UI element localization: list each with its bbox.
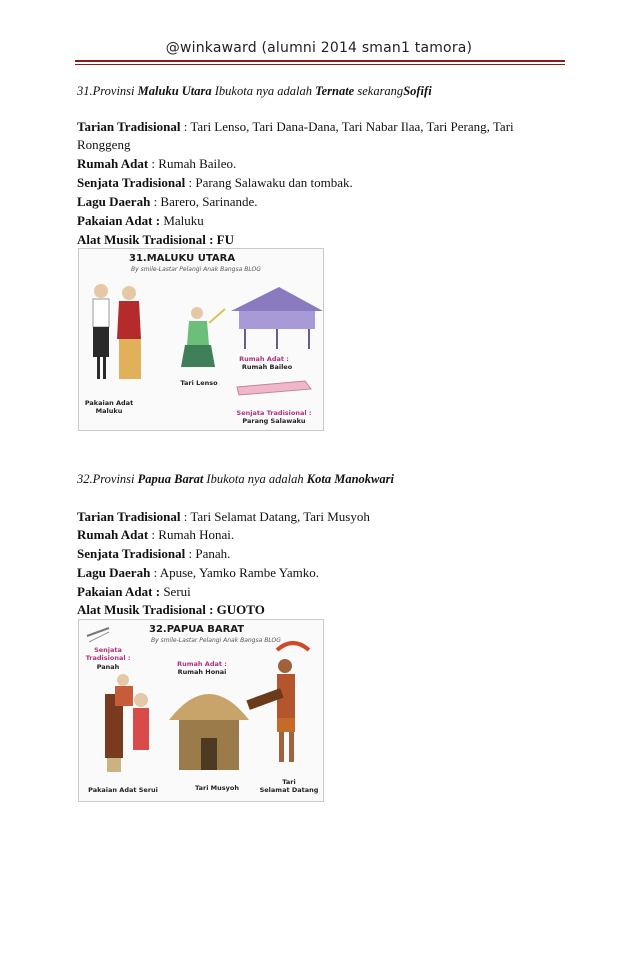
header-rule-thin	[75, 64, 565, 65]
papua-barat-illustration	[78, 619, 324, 802]
lagu-row-2: Lagu Daerah : Apuse, Yamko Rambe Yamko.	[77, 565, 319, 580]
label-pakaian-adat-serui: Pakaian Adat Serui	[88, 786, 158, 794]
label-rumah-honai: Rumah Honai	[177, 668, 227, 676]
illustration-title: 31.MALUKU UTARA	[129, 253, 236, 264]
alat-musik-row-2: Alat Musik Tradisional : GUOTO	[77, 602, 265, 617]
label-panah: Panah	[96, 663, 120, 671]
tarian-row-2: Tarian Tradisional : Tari Selamat Datang, Tari Musyoh	[77, 509, 370, 524]
province-title-32: 32.Provinsi Papua Barat Ibukota nya adalah Kota Manokwari	[77, 472, 394, 486]
pakaian-row-2: Pakaian Adat : Serui	[77, 584, 191, 599]
illustration-subtitle: By smile-Lastar Pelangi Anak Bangsa BLOG	[151, 637, 281, 644]
lagu-row: Lagu Daerah : Barero, Sarinande.	[77, 194, 258, 209]
rumah-row-2: Rumah Adat : Rumah Honai.	[77, 527, 235, 542]
label-parang-salawaku: Parang Salawaku	[242, 417, 306, 425]
label-rumah-adat: Rumah Adat :	[177, 660, 227, 668]
rumah-row: Rumah Adat : Rumah Baileo.	[77, 156, 237, 171]
illustration-subtitle: By smile-Lastar Pelangi Anak Bangsa BLOG	[131, 266, 261, 273]
senjata-row: Senjata Tradisional : Parang Salawaku dan tombak.	[77, 175, 353, 190]
label-tari-selamat-datang: Tari Selamat Datang	[259, 778, 319, 794]
province-title-31: 31.Provinsi Maluku Utara Ibukota nya adalah Ternate sekarangSofifi	[77, 84, 432, 98]
label-tari-lenso: Tari Lenso	[180, 379, 218, 387]
header-rule	[75, 60, 565, 62]
maluku-utara-illustration	[78, 248, 324, 431]
label-tari-musyoh: Tari Musyoh	[195, 784, 239, 792]
label-pakaian-adat: Pakaian Adat Maluku	[84, 399, 134, 415]
alat-musik-row: Alat Musik Tradisional : FU	[77, 232, 234, 247]
page-header: @winkaward (alumni 2014 sman1 tamora)	[165, 40, 473, 56]
label-senjata-tradisional: Senjata Tradisional :	[85, 646, 131, 662]
tarian-row: Tarian Tradisional : Tari Lenso, Tari Dana-Dana, Tari Nabar Ilaa, Tari Perang, Tari Ronggeng	[77, 119, 514, 152]
senjata-row-2: Senjata Tradisional : Panah.	[77, 546, 231, 561]
label-rumah-baileo: Rumah Baileo	[241, 363, 293, 371]
label-senjata-tradisional: Senjata Tradisional :	[236, 409, 312, 417]
pakaian-row: Pakaian Adat : Maluku	[77, 213, 204, 228]
illustration-title: 32.PAPUA BARAT	[149, 624, 245, 635]
label-rumah-adat: Rumah Adat :	[239, 355, 289, 363]
